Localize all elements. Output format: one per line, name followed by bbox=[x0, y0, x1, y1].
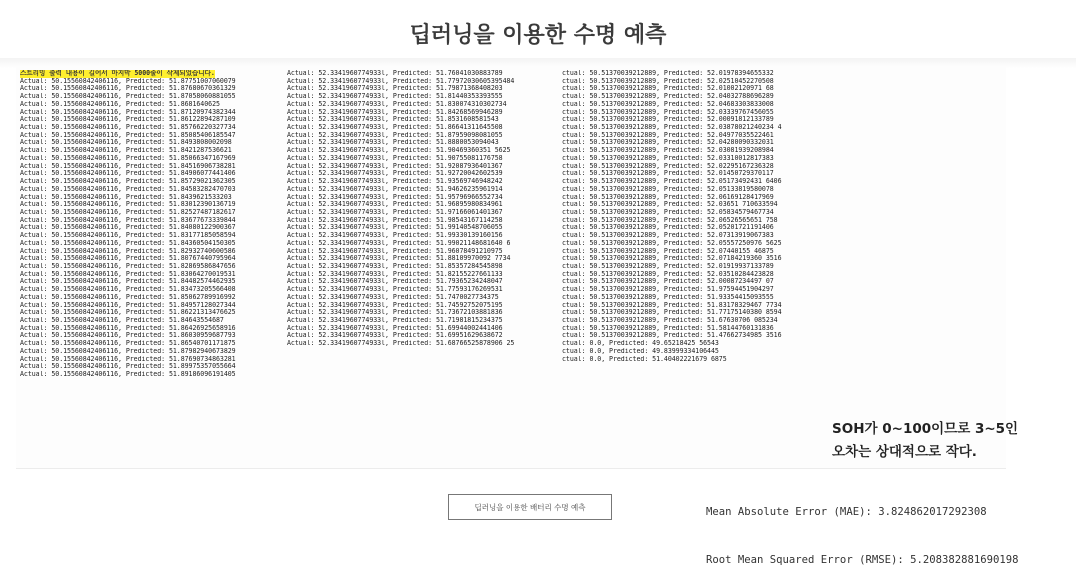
console-line: ctual: 50.51370039212889, Predicted: 52.07440155 46875 bbox=[562, 247, 774, 255]
console-line: ctual: 50.51370039212889, Predicted: 52.04032788696289 bbox=[562, 93, 774, 101]
console-line: Actual: 52.3341960774933l, Predicted: 51.90755081176758 bbox=[287, 154, 503, 162]
console-line: ctual: 50.51370039212889, Predicted: 52.03651 710633594 bbox=[562, 201, 778, 209]
console-line: Actual: 50.15560842406116, Predicted: 51.89186096191405 bbox=[20, 371, 236, 379]
console-line: Actual: 50.15560842406116, Predicted: 51.80767440795964 bbox=[20, 255, 236, 263]
console-line: ctual: 50.51370039212889, Predicted: 51.58144760131836 bbox=[562, 324, 774, 332]
console-line: Actual: 52.3341960774933l, Predicted: 51.73672103881836 bbox=[287, 309, 503, 317]
console-line: ctual: 50.51370039212889, Predicted: 52.05173492431 6406 bbox=[562, 178, 782, 186]
console-line: Actual: 50.15560842406116, Predicted: 51.84482574462935 bbox=[20, 278, 236, 286]
console-line: Actual: 52.3341960774933l, Predicted: 51.69951629638672 bbox=[287, 332, 503, 340]
console-line: ctual: 50.51370039212889, Predicted: 52.01919937133789 bbox=[562, 262, 774, 270]
console-line: Actual: 50.15560842406116, Predicted: 51.87690734863281 bbox=[20, 355, 236, 363]
console-line: Actual: 52.3341960774933l, Predicted: 51.99330139160156 bbox=[287, 232, 503, 240]
console-line: ctual: 50.51370039212889, Predicted: 52.05834579467734 bbox=[562, 208, 774, 216]
console-column-1 bbox=[20, 70, 282, 466]
console-line: Actual: 52.3341960774933l, Predicted: 51.99021148681640 6 bbox=[287, 239, 511, 247]
console-column-2 bbox=[287, 70, 555, 466]
error-metrics bbox=[706, 472, 1066, 584]
console-line: ctual: 50.51370039212889, Predicted: 52.04977035522461 bbox=[562, 131, 774, 139]
console-line: Actual: 50.15560842406116, Predicted: 51.87982940673829 bbox=[20, 347, 236, 355]
console-line: Actual: 52.3341960774933l, Predicted: 51.76041030883789 bbox=[287, 70, 503, 77]
console-line: Actual: 52.3341960774933l, Predicted: 51.96078491210975 bbox=[287, 247, 503, 255]
console-line: Actual: 50.15560842406116, Predicted: 51.84957128027344 bbox=[20, 301, 236, 309]
console-line: Actual: 50.15560842406116, Predicted: 51.8681640625 bbox=[20, 100, 220, 108]
console-line: Actual: 52.3341960774933l, Predicted: 51.79871368408203 bbox=[287, 85, 503, 93]
console-line: ctual: 50.51370039212889, Predicted: 52.01450729370117 bbox=[562, 170, 774, 178]
console-column-3 bbox=[562, 70, 828, 466]
console-line: Actual: 52.3341960774933l, Predicted: 51.7470027734375 bbox=[287, 293, 499, 301]
console-line: Actual: 50.15560842406116, Predicted: 51.86030959687793 bbox=[20, 332, 236, 340]
figure-caption: 딥러닝을 이용한 배터리 수명 예측 bbox=[448, 494, 612, 520]
console-line: Actual: 50.15560842406116, Predicted: 51.84906077441406 bbox=[20, 170, 236, 178]
console-line: ctual: 50.51370039212889, Predicted: 51.47662734985 3516 bbox=[562, 332, 782, 340]
console-line: Actual: 50.15560842406116, Predicted: 51.83012390136719 bbox=[20, 201, 236, 209]
console-line: Actual: 50.15560842406116, Predicted: 51.82932740600586 bbox=[20, 247, 236, 255]
console-line: Actual: 50.15560842406116, Predicted: 51.87058060881055 bbox=[20, 93, 236, 101]
console-line: Actual: 52.3341960774933l, Predicted: 51.81440353393555 bbox=[287, 93, 503, 101]
console-line: Actual: 50.15560842406116, Predicted: 51.85085406185547 bbox=[20, 131, 236, 139]
console-line: Actual: 52.3341960774933l, Predicted: 51.830074310302734 bbox=[287, 100, 507, 108]
console-line: Actual: 50.15560842406116, Predicted: 51.89975357055664 bbox=[20, 363, 236, 371]
console-line: Actual: 52.3341960774933l, Predicted: 51.8531608581543 bbox=[287, 116, 499, 124]
console-line: ctual: 50.51370039212889, Predicted: 52.07313919067383 bbox=[562, 232, 774, 240]
console-line: ctual: 50.51370039212889, Predicted: 52.06169128417969 bbox=[562, 193, 774, 201]
console-line: Actual: 50.15560842406116, Predicted: 51.85766220327734 bbox=[20, 124, 236, 132]
console-line: Actual: 50.15560842406116, Predicted: 51.82869586847656 bbox=[20, 262, 236, 270]
console-line: Actual: 52.3341960774933l, Predicted: 51.84268569946289 bbox=[287, 108, 503, 116]
console-line: Actual: 50.15560842406116, Predicted: 51.84360504150305 bbox=[20, 239, 236, 247]
console-line: Actual: 50.15560842406116, Predicted: 51.85062789916992 bbox=[20, 293, 236, 301]
console-line: ctual: 50.51370039212889, Predicted: 52.06526565651 758 bbox=[562, 216, 778, 224]
console-line: Actual: 50.15560842406116, Predicted: 51.85729021362305 bbox=[20, 178, 236, 186]
console-line: Actual: 52.3341960774933l, Predicted: 51.90469360351 5625 bbox=[287, 147, 511, 155]
console-line: ctual: 50.51370039212889, Predicted: 52.03310012817383 bbox=[562, 154, 774, 162]
console-line: Actual: 50.15560842406116, Predicted: 51.84583282470703 bbox=[20, 185, 236, 193]
console-line: ctual: 50.51370039212889, Predicted: 51.93354415093555 bbox=[562, 293, 774, 301]
console-line: Actual: 50.15560842406116, Predicted: 51.8439621533203 bbox=[20, 193, 232, 201]
console-line: ctual: 50.51370039212889, Predicted: 52.05201721191406 bbox=[562, 224, 774, 232]
console-line: Actual: 50.15560842406116, Predicted: 51.83677673339844 bbox=[20, 216, 236, 224]
console-line: ctual: 50.51370039212889, Predicted: 52.00087234497 07 bbox=[562, 278, 774, 286]
console-line: ctual: 50.51370039212889, Predicted: 52.03878021240234 4 bbox=[562, 124, 782, 132]
console-line: ctual: 0.0, Predicted: 49.83999334106445 bbox=[562, 347, 719, 355]
console-line: Actual: 50.15560842406116, Predicted: 51.8493808002098 bbox=[20, 139, 232, 147]
console-line: Actual: 52.3341960774933l, Predicted: 51.74592752075195 bbox=[287, 301, 503, 309]
console-line: Actual: 52.3341960774933l, Predicted: 51.88109970092 7734 bbox=[287, 255, 511, 263]
console-line: Actual: 50.15560842406116, Predicted: 51.84080122900367 bbox=[20, 224, 236, 232]
console-line: ctual: 0.0, Predicted: 49.65218425 56543 bbox=[562, 340, 719, 348]
page-title: 딥러닝을 이용한 수명 예측 bbox=[409, 23, 667, 48]
console-line: Actual: 50.15560842406116, Predicted: 51.86122894287109 bbox=[20, 116, 236, 124]
console-line: ctual: 50.51370039212889, Predicted: 52.04280090332031 bbox=[562, 139, 774, 147]
console-line: Actual: 50.15560842406116, Predicted: 51.83473205566408 bbox=[20, 286, 236, 294]
console-line: ctual: 50.51370039212889, Predicted: 51.97594451904297 bbox=[562, 286, 774, 294]
console-line: ctual: 50.51370039212889, Predicted: 52.05557250976 5625 bbox=[562, 239, 782, 247]
console-line: Actual: 50.15560842406116, Predicted: 51.86221313476625 bbox=[20, 309, 236, 317]
console-line: ctual: 50.51370039212889, Predicted: 52.03339767456055 bbox=[562, 108, 774, 116]
truncation-warning: 스트리밍 출력 내용이 길어서 마지막 5000줄이 삭제되었습니다. bbox=[20, 70, 215, 77]
console-line: Actual: 52.3341960774933l, Predicted: 51.85357284545898 bbox=[287, 262, 503, 270]
console-line: Actual: 50.15560842406116, Predicted: 51.82527487182617 bbox=[20, 208, 236, 216]
console-line: ctual: 50.51370039212889, Predicted: 52.03510284423828 bbox=[562, 270, 774, 278]
console-line: Actual: 50.15560842406116, Predicted: 51.83177185058594 bbox=[20, 232, 236, 240]
console-line: Actual: 50.15560842406116, Predicted: 51.87751007060079 bbox=[20, 77, 236, 85]
console-line: ctual: 0.0, Predicted: 51.40402221679 6875 bbox=[562, 355, 727, 363]
console-line: ctual: 50.51370039212889, Predicted: 52.01002120971 68 bbox=[562, 85, 774, 93]
console-line: Actual: 52.3341960774933l, Predicted: 51.8880053094043 bbox=[287, 139, 499, 147]
console-line: Actual: 50.15560842406116, Predicted: 51.87120974382344 bbox=[20, 108, 236, 116]
console-line: ctual: 50.51370039212889, Predicted: 51.83178329467 7734 bbox=[562, 301, 782, 309]
rmse-value: Root Mean Squared Error (RMSE): 5.208382881690198 bbox=[706, 554, 1019, 566]
console-line: ctual: 50.51370039212889, Predicted: 51.67630706 085234 bbox=[562, 317, 778, 324]
console-line: Actual: 50.15560842406116, Predicted: 51.8421287536621 bbox=[20, 147, 232, 155]
console-line: Actual: 50.15560842406116, Predicted: 51.85066347167969 bbox=[20, 154, 236, 162]
console-line: Actual: 50.15560842406116, Predicted: 51.86540701171875 bbox=[20, 340, 236, 348]
console-line: ctual: 50.51370039212889, Predicted: 51.77175140380 8594 bbox=[562, 309, 782, 317]
console-line: ctual: 50.51370039212889, Predicted: 52.07184219360 3516 bbox=[562, 255, 782, 263]
console-line: Actual: 52.3341960774933l, Predicted: 51.79365234248047 bbox=[287, 278, 503, 286]
console-line: Actual: 52.3341960774933l, Predicted: 51.92087936401367 bbox=[287, 162, 503, 170]
console-line: Actual: 50.15560842406116, Predicted: 51.86426925658916 bbox=[20, 324, 236, 332]
console-line: Actual: 52.3341960774933l, Predicted: 51.96895980834961 bbox=[287, 201, 503, 209]
console-line: Actual: 52.3341960774933l, Predicted: 51.92720042602539 bbox=[287, 170, 503, 178]
mae-value: Mean Absolute Error (MAE): 3.824862017292308 bbox=[706, 506, 987, 518]
console-line: Actual: 52.3341960774933l, Predicted: 51.71981815234375 bbox=[287, 317, 503, 324]
console-line: Actual: 52.3341960774933l, Predicted: 51.69944002441406 bbox=[287, 324, 503, 332]
console-line: Actual: 50.15560842406116, Predicted: 51.87680670361329 bbox=[20, 85, 236, 93]
console-line: Actual: 52.3341960774933l, Predicted: 51.77593176269531 bbox=[287, 286, 503, 294]
console-line: Actual: 52.3341960774933l, Predicted: 51.97166061401367 bbox=[287, 208, 503, 216]
note-line-2: 오차는 상대적으로 작다. bbox=[832, 444, 977, 460]
console-line: Actual: 52.3341960774933l, Predicted: 51.77972030605395484 bbox=[287, 77, 515, 85]
console-line: Actual: 52.3341960774933l, Predicted: 51.95796966552734 bbox=[287, 193, 503, 201]
console-line: Actual: 52.3341960774933l, Predicted: 51.98543167114258 bbox=[287, 216, 503, 224]
console-line: Actual: 52.3341960774933l, Predicted: 51.82155227661133 bbox=[287, 270, 503, 278]
console-line bbox=[20, 70, 282, 78]
console-line: Actual: 50.15560842406116, Predicted: 51.84516906738281 bbox=[20, 162, 236, 170]
console-line: ctual: 50.51370039212889, Predicted: 52.05133819580078 bbox=[562, 185, 774, 193]
console-line: Actual: 52.3341960774933l, Predicted: 51.99140548706055 bbox=[287, 224, 503, 232]
console-line: ctual: 50.51370039212889, Predicted: 52.01978394655332 bbox=[562, 70, 774, 77]
console-line: ctual: 50.51370039212889, Predicted: 52.04683303833008 bbox=[562, 100, 774, 108]
console-line: Actual: 52.3341960774933l, Predicted: 51.93569746948242 bbox=[287, 178, 503, 186]
console-line: Actual: 50.15560842406116, Predicted: 51.84643554687 bbox=[20, 317, 224, 324]
console-line: Actual: 52.3341960774933l, Predicted: 51.94626235961914 bbox=[287, 185, 503, 193]
console-line: Actual: 52.3341960774933l, Predicted: 51.68766525878906 25 bbox=[287, 340, 515, 348]
console-line: Actual: 50.15560842406116, Predicted: 51.83064270019531 bbox=[20, 270, 236, 278]
console-line: ctual: 50.51370039212889, Predicted: 52.00091812133789 bbox=[562, 116, 774, 124]
console-line: ctual: 50.51370039212889, Predicted: 52.02510452270508 bbox=[562, 77, 774, 85]
note-line-1: SOH가 0~100이므로 3~5인 bbox=[832, 421, 1019, 437]
console-line: ctual: 50.51370039212889, Predicted: 52.03081939208984 bbox=[562, 147, 774, 155]
console-line: Actual: 52.3341960774933l, Predicted: 51.86641311645508 bbox=[287, 124, 503, 132]
console-line: Actual: 52.3341960774933l, Predicted: 51.87959098081055 bbox=[287, 131, 503, 139]
console-line: ctual: 50.51370039212889, Predicted: 52.02295167236328 bbox=[562, 162, 774, 170]
annotation-note bbox=[832, 418, 1032, 464]
